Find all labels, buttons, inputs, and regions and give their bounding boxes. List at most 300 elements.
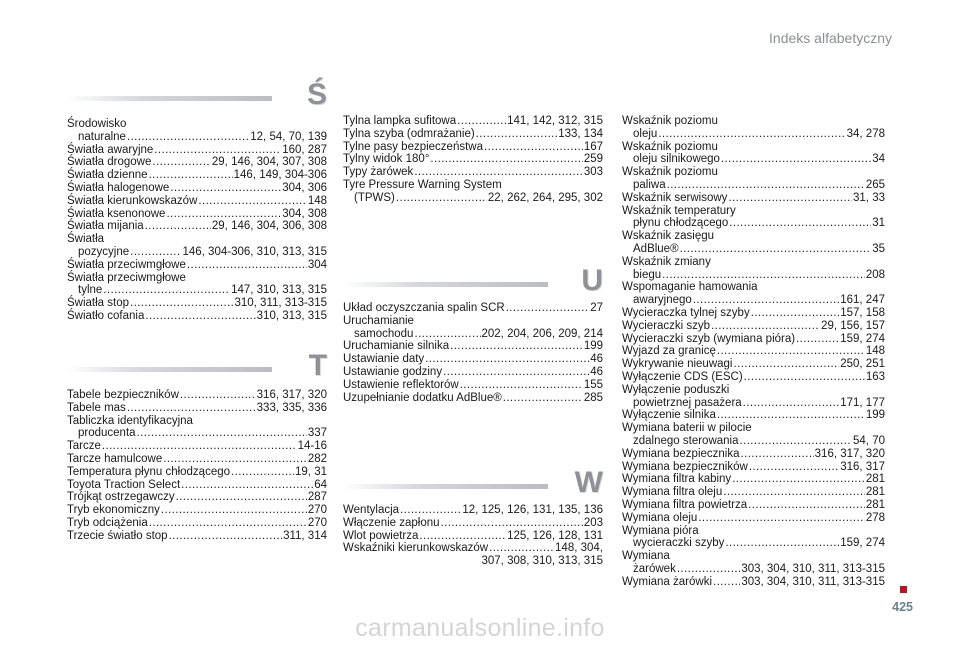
- index-label: Tylny widok 180°: [343, 153, 430, 166]
- index-entry: [343, 315, 603, 341]
- dot-leader: [137, 427, 307, 440]
- index-entry: [67, 440, 327, 453]
- dot-leader: [729, 217, 871, 230]
- index-term: Wymiana pióra: [622, 524, 699, 537]
- index-entry: [343, 141, 603, 154]
- index-line: [622, 269, 885, 282]
- index-entry: [622, 448, 885, 461]
- index-entry: [622, 422, 885, 448]
- index-term: Uruchamianie: [343, 314, 414, 327]
- dot-leader: [161, 504, 307, 517]
- page-references: 208: [865, 268, 885, 281]
- dot-leader: [187, 259, 307, 272]
- index-line: [67, 195, 327, 208]
- index-entry: [67, 272, 327, 298]
- page-references: 303, 304, 310, 311, 313-315: [741, 562, 885, 575]
- index-line: [67, 440, 327, 453]
- page-references: 29, 156, 157: [821, 319, 885, 332]
- dot-leader: [743, 397, 840, 410]
- index-label: Światła ksenonowe: [67, 207, 166, 220]
- index-label: Światła kierunkowskazów: [67, 194, 198, 207]
- index-term: Światła: [67, 233, 105, 246]
- index-entry: [622, 141, 885, 167]
- page-references: 167: [583, 140, 603, 153]
- index-line: [67, 466, 327, 479]
- dot-leader: [425, 353, 589, 366]
- index-label: Tylna lampka sufitowa: [343, 115, 457, 127]
- page-references: 29, 146, 304, 306, 308: [211, 220, 327, 233]
- page-references: 146, 149, 304-306: [233, 169, 327, 182]
- index-label: Światło cofania: [67, 309, 145, 322]
- page-references: 12, 125, 126, 131, 135, 136: [462, 504, 603, 516]
- index-entry: [343, 517, 603, 530]
- index-label: samochodu: [354, 327, 414, 340]
- index-entry: [67, 517, 327, 530]
- index-entry: [622, 230, 885, 256]
- index-entry: [67, 310, 327, 323]
- index-line: [622, 179, 885, 192]
- page-references: 35: [872, 242, 885, 255]
- index-line: [67, 284, 327, 297]
- dot-leader: [396, 192, 487, 205]
- page-references: 31: [872, 217, 885, 230]
- page-references: 163: [865, 370, 885, 383]
- index-label: Wymiana filtra kabiny: [622, 473, 732, 486]
- page-references: 157, 158: [840, 306, 885, 319]
- index-label: oleju silnikowego: [633, 153, 720, 166]
- index-entry: [622, 358, 885, 371]
- index-line: [343, 166, 603, 179]
- index-line: [67, 491, 327, 504]
- dot-leader: [744, 371, 865, 384]
- index-label: AdBlue®: [633, 242, 679, 255]
- page-header-title: Indeks alfabetyczny: [769, 30, 892, 46]
- index-line: [67, 169, 327, 182]
- index-line: [622, 128, 885, 141]
- index-entry: [622, 576, 885, 589]
- page-references: 250, 251: [840, 358, 885, 371]
- page-references: 281: [865, 498, 885, 511]
- index-entry: [622, 205, 885, 231]
- page-references: 29, 146, 304, 307, 308: [211, 156, 327, 169]
- index-entry: [622, 166, 885, 192]
- index-line: [343, 379, 603, 392]
- index-line: [67, 427, 327, 440]
- index-line: [622, 294, 885, 307]
- index-line: [622, 397, 885, 410]
- index-entry: [67, 118, 327, 144]
- index-label: Uruchamianie silnika: [343, 340, 450, 353]
- index-term: Wskaźnik zasięgu: [622, 230, 715, 243]
- page-references: 146, 304-306, 310, 313, 315: [182, 245, 327, 258]
- index-label: Światła przeciwmgłowe: [67, 258, 186, 271]
- index-line: [343, 192, 603, 205]
- dot-leader: [443, 366, 589, 379]
- index-line: [67, 530, 327, 543]
- index-line: [67, 517, 327, 530]
- index-label: Wycieraczki szyb (wymiana pióra): [622, 332, 796, 345]
- index-entry: [343, 179, 603, 205]
- page-references: 310, 313, 315: [256, 309, 327, 322]
- index-label: Tarcze: [67, 440, 101, 453]
- index-entry: [622, 192, 885, 205]
- section-divider-s: [67, 78, 327, 118]
- index-entry: [67, 259, 327, 272]
- page-references: 22, 262, 264, 295, 302: [487, 191, 603, 204]
- index-line: [343, 128, 603, 141]
- index-line: [67, 402, 327, 415]
- page-references: 337: [307, 427, 327, 440]
- page-references: 27: [590, 302, 603, 314]
- page-references: 316, 317: [840, 460, 885, 473]
- dot-leader: [149, 517, 307, 530]
- index-label: pozycyjne: [78, 245, 130, 258]
- dot-leader: [460, 379, 583, 392]
- page-references: 287: [307, 491, 327, 504]
- dot-leader: [693, 294, 839, 307]
- index-term: Wskaźnik poziomu: [622, 115, 718, 127]
- page-references: 160, 287: [282, 143, 327, 156]
- index-term: Wskaźnik temperatury: [622, 204, 736, 217]
- index-line: [343, 530, 603, 543]
- index-entry: [622, 486, 885, 499]
- page-references: 159, 274: [840, 537, 885, 550]
- page-references: 12, 54, 70, 139: [250, 130, 327, 143]
- page-references: 125, 126, 128, 131: [507, 529, 603, 542]
- index-line: [67, 479, 327, 492]
- index-line: [67, 144, 327, 157]
- page-marker: [900, 586, 907, 593]
- index-term: Wymiana: [622, 550, 670, 563]
- page-references: 19, 31: [295, 465, 327, 478]
- index-entry: [343, 379, 603, 392]
- index-label: Światła awaryjne: [67, 143, 154, 156]
- dot-leader: [476, 128, 558, 141]
- dot-leader: [130, 297, 233, 310]
- index-entry: [67, 182, 327, 195]
- dot-leader: [450, 340, 583, 353]
- page-references: 282: [307, 452, 327, 465]
- index-label: Wymiana żarówki: [622, 575, 713, 588]
- index-line: [67, 310, 327, 323]
- index-label: naturalne: [78, 130, 126, 143]
- index-entry: [67, 144, 327, 157]
- divider-bar: [343, 484, 548, 489]
- index-entry: [343, 392, 603, 405]
- index-section-w-continued: [622, 115, 885, 588]
- dot-leader: [154, 144, 281, 157]
- page-references: 304: [307, 258, 327, 271]
- dot-leader: [717, 409, 865, 422]
- index-term: Wskaźnik zmiany: [622, 255, 711, 268]
- index-line: [622, 435, 885, 448]
- index-term: Wspomaganie hamowania: [622, 281, 758, 294]
- index-line: [67, 131, 327, 144]
- index-label: Tylne pasy bezpieczeństwa: [343, 140, 483, 153]
- dot-leader: [667, 179, 865, 192]
- dot-leader: [145, 220, 211, 233]
- dot-leader: [751, 307, 840, 320]
- index-term: Wyłączenie poduszki: [622, 383, 730, 396]
- index-entry: [67, 389, 327, 402]
- index-label: Wymiana filtra oleju: [622, 486, 723, 499]
- page-references: 310, 311, 313-315: [234, 297, 327, 310]
- index-entry: [622, 409, 885, 422]
- index-label: Trójkąt ostrzegawczy: [67, 491, 175, 504]
- index-entry: [67, 220, 327, 233]
- page-references: 333, 335, 336: [256, 401, 327, 414]
- index-line: [343, 340, 603, 353]
- page-references: 31, 33: [853, 191, 885, 204]
- page-references: 316, 317, 320: [814, 447, 885, 460]
- index-label: Wentylacja: [343, 504, 400, 516]
- index-line: [622, 358, 885, 371]
- dot-leader: [130, 246, 181, 259]
- page-references: 54, 70: [853, 434, 885, 447]
- page-references: 34: [872, 153, 885, 166]
- page-references: 64: [314, 478, 327, 491]
- page-references: 199: [583, 340, 603, 353]
- page-references: 14-16: [297, 440, 327, 453]
- index-label: Wymiana oleju: [622, 511, 698, 524]
- dot-leader: [127, 402, 256, 415]
- dot-leader: [741, 448, 814, 461]
- page-references: 281: [865, 486, 885, 499]
- index-entry: [67, 297, 327, 310]
- index-label: Wyłączenie silnika: [622, 409, 716, 422]
- dot-leader: [503, 392, 583, 405]
- index-label: Światła mijania: [67, 220, 144, 233]
- index-entry: [622, 115, 885, 141]
- index-line: [622, 243, 885, 256]
- page-references: 270: [307, 516, 327, 529]
- index-label: Wycieraczka tylnej szyby: [622, 306, 750, 319]
- index-line: [622, 461, 885, 474]
- watermark: carmanualsonline.info: [355, 614, 605, 642]
- page-references: 161, 247: [840, 294, 885, 307]
- index-entry: [343, 166, 603, 179]
- index-label: Tabele bezpieczników: [67, 389, 179, 401]
- index-section-u: [343, 302, 603, 404]
- section-letter-t: T: [308, 349, 327, 382]
- dot-leader: [662, 269, 865, 282]
- page-references: 303, 304, 310, 311, 313-315: [741, 575, 885, 588]
- index-label: zdalnego sterowania: [633, 434, 739, 447]
- index-line: [343, 542, 603, 555]
- index-label: Trzecie światło stop: [67, 529, 168, 542]
- index-line: [343, 353, 603, 366]
- index-entry: [67, 504, 327, 517]
- section-divider-u: [343, 264, 603, 304]
- dot-leader: [713, 576, 740, 589]
- page-references: 147, 310, 313, 315: [231, 284, 327, 297]
- index-line: [343, 141, 603, 154]
- index-entry: [343, 340, 603, 353]
- dot-leader: [163, 453, 307, 466]
- dot-leader: [484, 141, 583, 154]
- section-divider-w: [343, 466, 603, 506]
- index-line: [343, 302, 603, 315]
- page-references: 270: [307, 504, 327, 517]
- page-references: 34, 278: [846, 127, 885, 140]
- index-label: Ustawianie daty: [343, 353, 425, 366]
- page-references: 148: [865, 345, 885, 358]
- dot-leader: [506, 302, 590, 315]
- divider-bar: [67, 367, 272, 372]
- page-references: 148: [307, 194, 327, 207]
- index-entry: [67, 195, 327, 208]
- page-references: 159, 274: [840, 332, 885, 345]
- dot-leader: [725, 537, 839, 550]
- index-entry: [343, 302, 603, 315]
- page-references: 316, 317, 320: [256, 389, 327, 401]
- dot-leader: [748, 499, 865, 512]
- index-label: Światła drogowe: [67, 156, 152, 169]
- index-line: [343, 517, 603, 530]
- dot-leader: [723, 486, 865, 499]
- index-line: [622, 307, 885, 320]
- index-line: [622, 371, 885, 384]
- dot-leader: [441, 517, 583, 530]
- page-references: 133, 134: [558, 127, 603, 140]
- index-label: Światła stop: [67, 297, 130, 310]
- index-entry: [67, 169, 327, 182]
- page-references: 304, 306: [282, 181, 327, 194]
- index-line: [343, 392, 603, 405]
- dot-leader: [457, 115, 506, 128]
- dot-leader: [430, 153, 582, 166]
- dot-leader: [740, 435, 853, 448]
- dot-leader: [231, 466, 294, 479]
- index-entry: [67, 233, 327, 259]
- page-references: 259: [583, 153, 603, 166]
- dot-leader: [180, 389, 256, 402]
- dot-leader: [489, 542, 554, 555]
- index-line: [67, 182, 327, 195]
- index-label: Światła halogenowe: [67, 181, 170, 194]
- dot-leader: [176, 491, 307, 504]
- page-references: 285: [583, 391, 603, 404]
- index-entry: [343, 504, 603, 517]
- index-line: [622, 320, 885, 333]
- index-entry: [67, 208, 327, 221]
- dot-leader: [721, 153, 871, 166]
- dot-leader: [103, 284, 230, 297]
- index-section-t: [67, 389, 327, 543]
- index-line: [67, 453, 327, 466]
- index-line: [622, 537, 885, 550]
- index-term: Wskaźnik poziomu: [622, 166, 718, 179]
- index-term: Światła przeciwmgłowe: [67, 271, 186, 284]
- index-line: [343, 366, 603, 379]
- index-label: awaryjnego: [633, 294, 692, 307]
- index-label: Ustawianie godziny: [343, 365, 443, 378]
- index-term: Środowisko: [67, 118, 127, 130]
- dot-leader: [102, 440, 297, 453]
- index-line: [343, 153, 603, 166]
- page-references-continued: 307, 308, 310, 313, 315: [481, 555, 603, 568]
- index-line: [622, 448, 885, 461]
- page-references: 203: [583, 516, 603, 529]
- dot-leader: [414, 166, 583, 179]
- index-line: [622, 576, 885, 589]
- index-label: Tylna szyba (odmrażanie): [343, 127, 475, 140]
- index-entry: [622, 512, 885, 525]
- index-entry: [343, 366, 603, 379]
- dot-leader: [732, 473, 865, 486]
- index-entry: [622, 461, 885, 474]
- index-entry: [622, 473, 885, 486]
- section-divider-t: [67, 349, 327, 389]
- index-label: paliwa: [633, 178, 666, 191]
- index-label: Układ oczyszczania spalin SCR: [343, 302, 505, 314]
- index-line: [67, 259, 327, 272]
- index-line: [67, 156, 327, 169]
- index-entry: [343, 153, 603, 166]
- page-references: 278: [865, 511, 885, 524]
- index-label: Wskaźnik serwisowy: [622, 191, 728, 204]
- dot-leader: [169, 530, 283, 543]
- index-label: Tryb odciążenia: [67, 516, 148, 529]
- page-references: 265: [865, 178, 885, 191]
- index-label: Wymiana bezpieczników: [622, 460, 748, 473]
- index-entry: [622, 333, 885, 346]
- dot-leader: [149, 169, 233, 182]
- index-label: żarówek: [633, 562, 676, 575]
- index-entry: [622, 499, 885, 512]
- index-entry: [343, 353, 603, 366]
- page-references: 303: [583, 166, 603, 179]
- index-section-t-continued: [343, 115, 603, 205]
- index-line: [622, 473, 885, 486]
- index-entry: [622, 384, 885, 410]
- page-references: 46: [590, 353, 603, 366]
- index-entry: [343, 542, 603, 568]
- index-entry: [622, 371, 885, 384]
- index-label: Temperatura płynu chłodzącego: [67, 465, 231, 478]
- index-entry: [622, 525, 885, 551]
- page-references: 46: [590, 365, 603, 378]
- index-label: Wskaźniki kierunkowskazów: [343, 542, 489, 555]
- page-number: 425: [892, 600, 913, 614]
- index-label: Ustawienie reflektorów: [343, 378, 459, 391]
- index-section-s: [67, 118, 327, 323]
- index-label: oleju: [633, 127, 658, 140]
- index-label: Światła dzienne: [67, 169, 148, 182]
- index-term: Wskaźnik poziomu: [622, 140, 718, 153]
- index-entry: [622, 281, 885, 307]
- dot-leader: [796, 333, 839, 346]
- index-label: Toyota Traction Select: [67, 478, 181, 491]
- index-entry: [67, 402, 327, 415]
- index-label: Tryb ekonomiczny: [67, 504, 160, 517]
- page-references: 304, 308: [282, 207, 327, 220]
- index-line: [343, 115, 603, 128]
- index-entry: [67, 479, 327, 492]
- index-label: biegu: [633, 268, 662, 281]
- index-label: Wyłączenie CDS (ESC): [622, 370, 743, 383]
- dot-leader: [419, 530, 506, 543]
- index-line: [622, 217, 885, 230]
- index-entry: [343, 115, 603, 128]
- index-line: [67, 208, 327, 221]
- index-line: [343, 328, 603, 341]
- index-label: Uzupełnianie dodatku AdBlue®: [343, 391, 502, 404]
- page-references: 202, 204, 206, 209, 214: [481, 327, 603, 340]
- index-entry: [67, 466, 327, 479]
- index-label: Wymiana filtra powietrza: [622, 498, 748, 511]
- index-entry: [67, 156, 327, 169]
